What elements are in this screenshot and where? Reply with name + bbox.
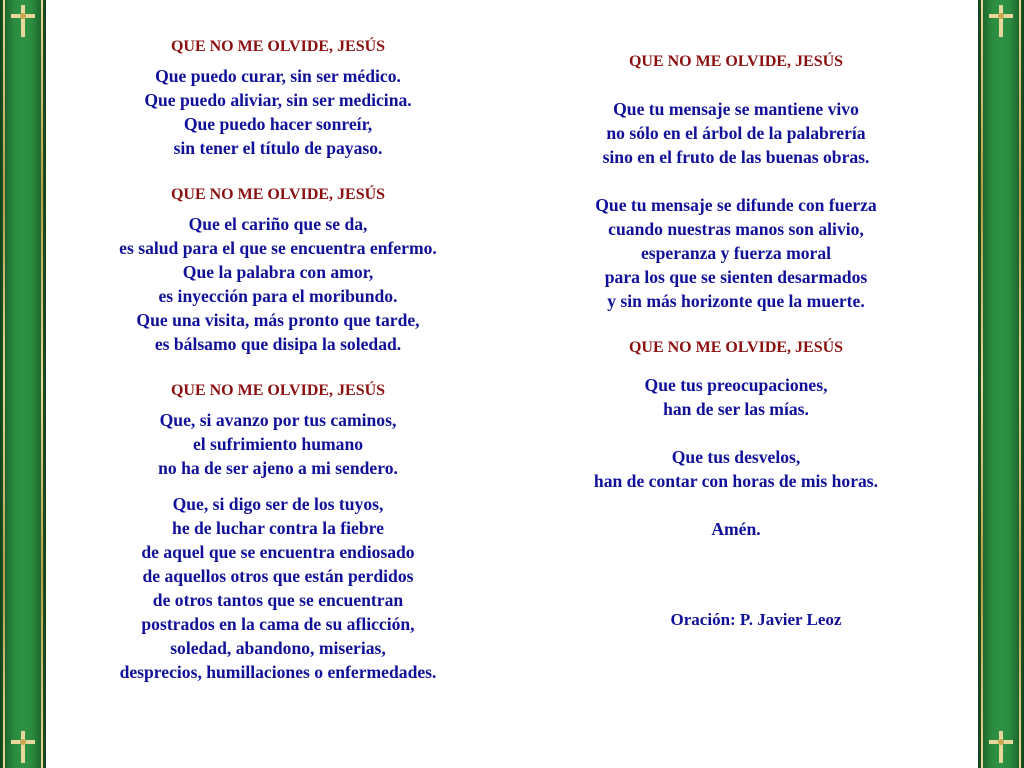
cross-icon [5, 728, 41, 766]
verse-line: soledad, abandono, miserias, [170, 638, 386, 658]
verse-line: es inyección para el moribundo. [158, 286, 398, 306]
right-column [526, 51, 946, 541]
stanza [526, 97, 946, 169]
stanza [526, 373, 946, 421]
verse-line: no sólo en el árbol de la palabrería [606, 123, 866, 143]
stanza-title: QUE NO ME OLVIDE, JESÚS [170, 382, 386, 399]
verse-line: de aquellos otros que están perdidos [142, 566, 414, 586]
stanza-title: QUE NO ME OLVIDE, JESÚS [170, 38, 386, 55]
stanza-title: QUE NO ME OLVIDE, JESÚS [170, 186, 386, 203]
verse-line: de otros tantos que se encuentran [152, 590, 404, 610]
verse-line: sino en el fruto de las buenas obras. [602, 147, 870, 167]
verse-line: Que la palabra con amor, [182, 262, 374, 282]
verse-line: postrados en la cama de su aflicción, [141, 614, 415, 634]
verse-line: cuando nuestras manos son alivio, [608, 219, 864, 239]
verse-line: Que, si digo ser de los tuyos, [172, 494, 384, 514]
verse-line: para los que se sienten desarmados [604, 267, 868, 287]
stanza-title: QUE NO ME OLVIDE, JESÚS [628, 339, 844, 356]
stanza [66, 492, 490, 684]
verse-line: Que tus desvelos, [671, 447, 801, 467]
verse-line: Que una visita, más pronto que tarde, [136, 310, 420, 330]
verse-line: es salud para el que se encuentra enfermo. [119, 238, 437, 258]
verse-line: esperanza y fuerza moral [640, 243, 832, 263]
stanza-title: QUE NO ME OLVIDE, JESÚS [628, 53, 844, 70]
verse-line: han de contar con horas de mis horas. [593, 471, 879, 491]
left-column [66, 36, 490, 684]
stanza [526, 445, 946, 493]
verse-line: Que puedo hacer sonreír, [183, 114, 373, 134]
verse-line: Que, si avanzo por tus caminos, [159, 410, 397, 430]
stanza [66, 64, 490, 160]
cross-icon [983, 2, 1019, 40]
cross-icon [983, 728, 1019, 766]
stanza [526, 193, 946, 313]
prayer-credit: Oración: P. Javier Leoz [670, 610, 842, 629]
verse-line: desprecios, humillaciones o enfermedades. [119, 662, 437, 682]
stanza [66, 212, 490, 356]
verse-line: de aquel que se encuentra endiosado [141, 542, 415, 562]
left-border [0, 0, 46, 768]
cross-icon [5, 2, 41, 40]
stanza [66, 408, 490, 480]
verse-line: han de ser las mías. [663, 399, 809, 419]
verse-line: no ha de ser ajeno a mi sendero. [158, 458, 398, 478]
verse-line: Que puedo curar, sin ser médico. [155, 66, 401, 86]
amen-text: Amén. [711, 519, 761, 539]
verse-line: Que tu mensaje se mantiene vivo [613, 99, 859, 119]
verse-line: es bálsamo que disipa la soledad. [154, 334, 402, 354]
verse-line: Que tu mensaje se difunde con fuerza [595, 195, 877, 215]
verse-line: sin tener el título de payaso. [173, 138, 383, 158]
right-border [978, 0, 1024, 768]
verse-line: Que puedo aliviar, sin ser medicina. [144, 90, 412, 110]
verse-line: Que tus preocupaciones, [644, 375, 828, 395]
verse-line: Que el cariño que se da, [188, 214, 368, 234]
verse-line: y sin más horizonte que la muerte. [607, 291, 865, 311]
verse-line: he de luchar contra la fiebre [172, 518, 384, 538]
verse-line: el sufrimiento humano [192, 434, 364, 454]
